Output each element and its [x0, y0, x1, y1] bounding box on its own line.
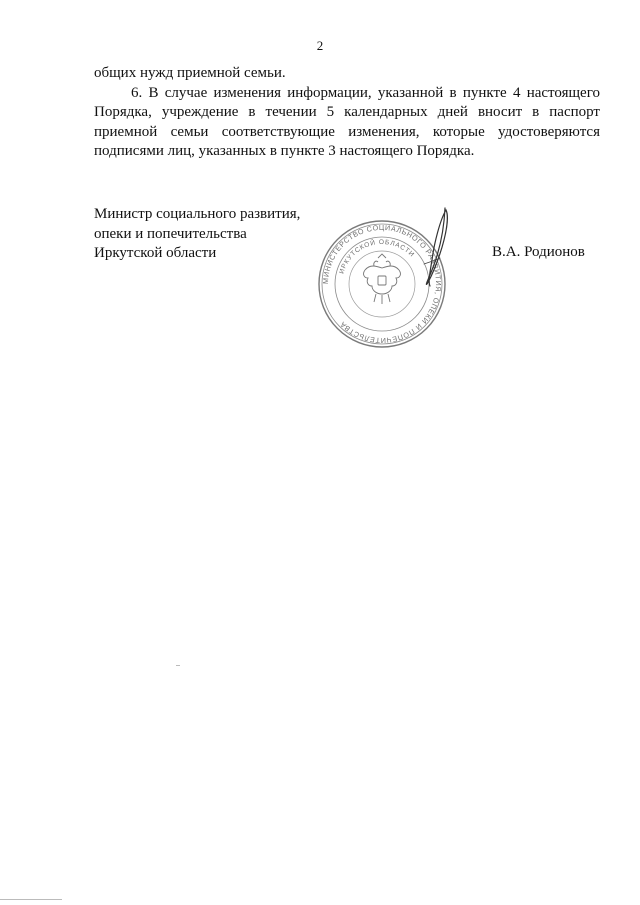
paragraph-6: 6. В случае изменения информации, указанной в пункте 4 настоящего Порядка, учреждение в течении 5 календарных дней вносит в паспорт приемной семьи соответствующие изменения, которые удостоверяются подписями лиц, указанных в пункте 3 настоящего Порядка.	[94, 84, 600, 160]
coat-of-arms-icon	[364, 254, 401, 304]
signer-name: В.А. Родионов	[492, 244, 585, 260]
handwritten-signature	[410, 200, 460, 300]
signatory-title-line-1: Министр социального развития,	[94, 206, 301, 222]
paragraph-continuation: общих нужд приемной семьи.	[94, 65, 286, 81]
seal-inner-text: ИРКУТСКОЙ ОБЛАСТИ	[338, 238, 416, 275]
signatory-title	[94, 205, 300, 264]
scan-artifact	[0, 899, 62, 900]
scan-artifact	[176, 665, 180, 666]
seal-outer-text: МИНИСТЕРСТВО СОЦИАЛЬНОГО РАЗВИТИЯ, ОПЕКИ И ПОПЕЧИТЕЛЬСТВА	[320, 222, 444, 346]
document-body	[94, 64, 600, 162]
signatory-title-line-2: опеки и попечительства	[94, 225, 247, 242]
signatory-title-line-3: Иркутской области	[94, 245, 217, 262]
page-number: 2	[316, 38, 324, 53]
